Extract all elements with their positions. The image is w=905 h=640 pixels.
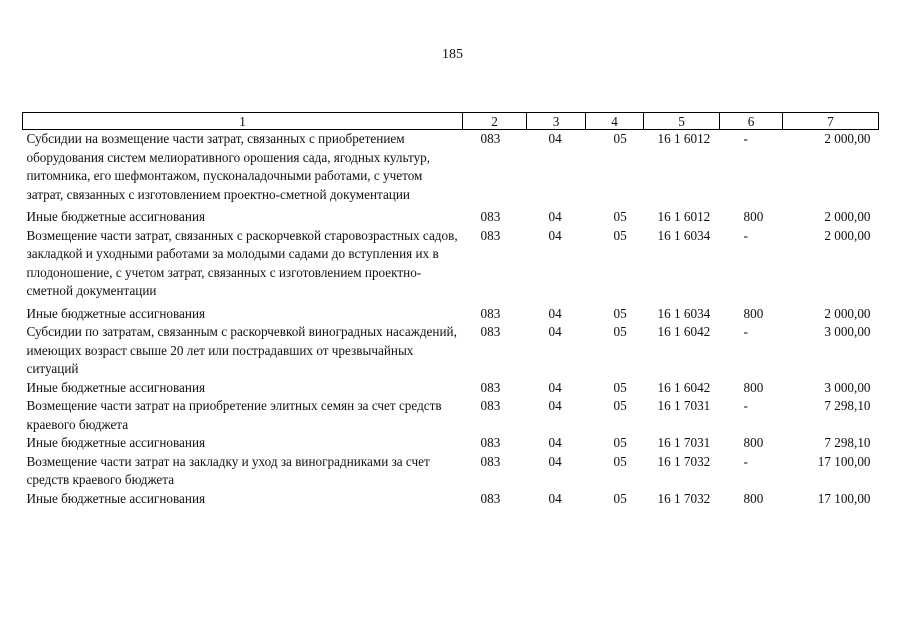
column-header-7: 7 [783,113,879,130]
row-name: Субсидии на возмещение части затрат, связанных с приобретением оборудования систем мелиоративного орошения сада, ягодных культур, питомника, его шефмонтажом, пусконаладочными работами, с учетом затрат, связанных с изготовлением проектно-сметной документации [26,131,431,202]
row-col-5: 16 1 6042 [657,379,711,395]
budget-table [22,112,879,508]
row-col-3: 04 [548,324,562,339]
row-col-3: 04 [548,379,562,395]
row-col-7: 3 000,00 [824,324,871,339]
row-col-3: 04 [548,490,562,506]
table-body [23,130,879,509]
row-name: Субсидии по затратам, связанным с раскорчевкой виноградных насаждений, имеющих возраст свыше 20 лет или пострадавших от чрезвычайных ситуаций [26,324,457,376]
row-col-5: 16 1 7032 [657,453,711,469]
row-col-7: 7 298,10 [824,398,871,413]
row-col-2: 083 [480,131,501,146]
row-col-4: 05 [613,435,627,450]
row-col-3: 04 [548,453,562,469]
row-col-3: 04 [548,227,562,243]
column-header-1: 1 [23,113,463,130]
row-col-7: 2 000,00 [824,209,871,224]
row-col-4: 05 [613,227,627,243]
row-col-4: 05 [613,398,627,413]
row-col-2: 083 [480,209,501,224]
row-col-4: 05 [613,305,627,321]
row-col-6: - [743,227,748,243]
row-name: Иные бюджетные ассигнования [26,305,206,321]
table-row [23,434,879,453]
row-col-7: 7 298,10 [824,435,871,450]
row-col-2: 083 [480,379,501,395]
row-col-3: 04 [548,398,562,413]
row-col-5: 16 1 6042 [657,324,711,339]
table-row [23,227,879,305]
row-name: Иные бюджетные ассигнования [26,379,206,395]
row-col-3: 04 [548,131,562,146]
row-col-5: 16 1 6012 [657,209,711,224]
page-number: 185 [442,47,463,62]
row-col-7: 17 100,00 [817,453,871,469]
row-name: Возмещение части затрат на закладку и уход за виноградниками за счет средств краевого бюджета [26,453,430,487]
column-header-3: 3 [527,113,586,130]
row-col-4: 05 [613,131,627,146]
row-col-6: 800 [743,490,764,506]
row-col-7: 2 000,00 [824,305,871,321]
row-col-7: 2 000,00 [824,227,871,243]
row-col-3: 04 [548,209,562,224]
row-col-2: 083 [480,227,501,243]
row-col-2: 083 [480,490,501,506]
table-row [23,208,879,227]
column-header-2: 2 [463,113,527,130]
row-col-5: 16 1 6012 [657,131,711,146]
row-col-4: 05 [613,324,627,339]
row-col-6: 800 [743,209,764,224]
table-row [23,323,879,379]
row-col-6: 800 [743,435,764,450]
row-col-5: 16 1 7031 [657,398,711,413]
row-col-3: 04 [548,435,562,450]
row-name: Иные бюджетные ассигнования [26,209,206,224]
row-col-5: 16 1 6034 [657,227,711,243]
row-col-6: - [743,398,748,413]
table-row [23,305,879,324]
table-row [23,379,879,398]
row-col-2: 083 [480,324,501,339]
row-col-7: 2 000,00 [824,131,871,146]
row-name: Иные бюджетные ассигнования [26,435,206,450]
row-col-6: - [743,453,748,469]
column-header-6: 6 [720,113,783,130]
row-col-7: 3 000,00 [824,379,871,395]
row-col-6: 800 [743,379,764,395]
column-header-4: 4 [586,113,644,130]
row-col-2: 083 [480,453,501,469]
table-header [23,113,879,130]
row-col-6: - [743,324,748,339]
row-col-2: 083 [480,398,501,413]
row-name: Возмещение части затрат на приобретение элитных семян за счет средств краевого бюджета [26,398,442,432]
row-name: Иные бюджетные ассигнования [26,490,206,506]
row-col-2: 083 [480,305,501,321]
column-header-5: 5 [644,113,720,130]
table-row [23,130,879,209]
row-name: Возмещение части затрат, связанных с раскорчевкой старовозрастных садов, закладкой и уходными работами за молодыми садами до вступления их в плодоношение, с учетом затрат, связанных с изготовлением проектно-сметной документации [26,227,458,298]
row-col-5: 16 1 7032 [657,490,711,506]
table-row [23,453,879,490]
row-col-5: 16 1 6034 [657,305,711,321]
row-col-6: - [743,131,748,146]
row-col-3: 04 [548,305,562,321]
row-col-4: 05 [613,490,627,506]
row-col-2: 083 [480,435,501,450]
row-col-5: 16 1 7031 [657,435,711,450]
row-col-4: 05 [613,453,627,469]
row-col-7: 17 100,00 [817,490,871,506]
table-row [23,397,879,434]
row-col-4: 05 [613,209,627,224]
row-col-6: 800 [743,305,764,321]
table-row [23,490,879,509]
row-col-4: 05 [613,379,627,395]
